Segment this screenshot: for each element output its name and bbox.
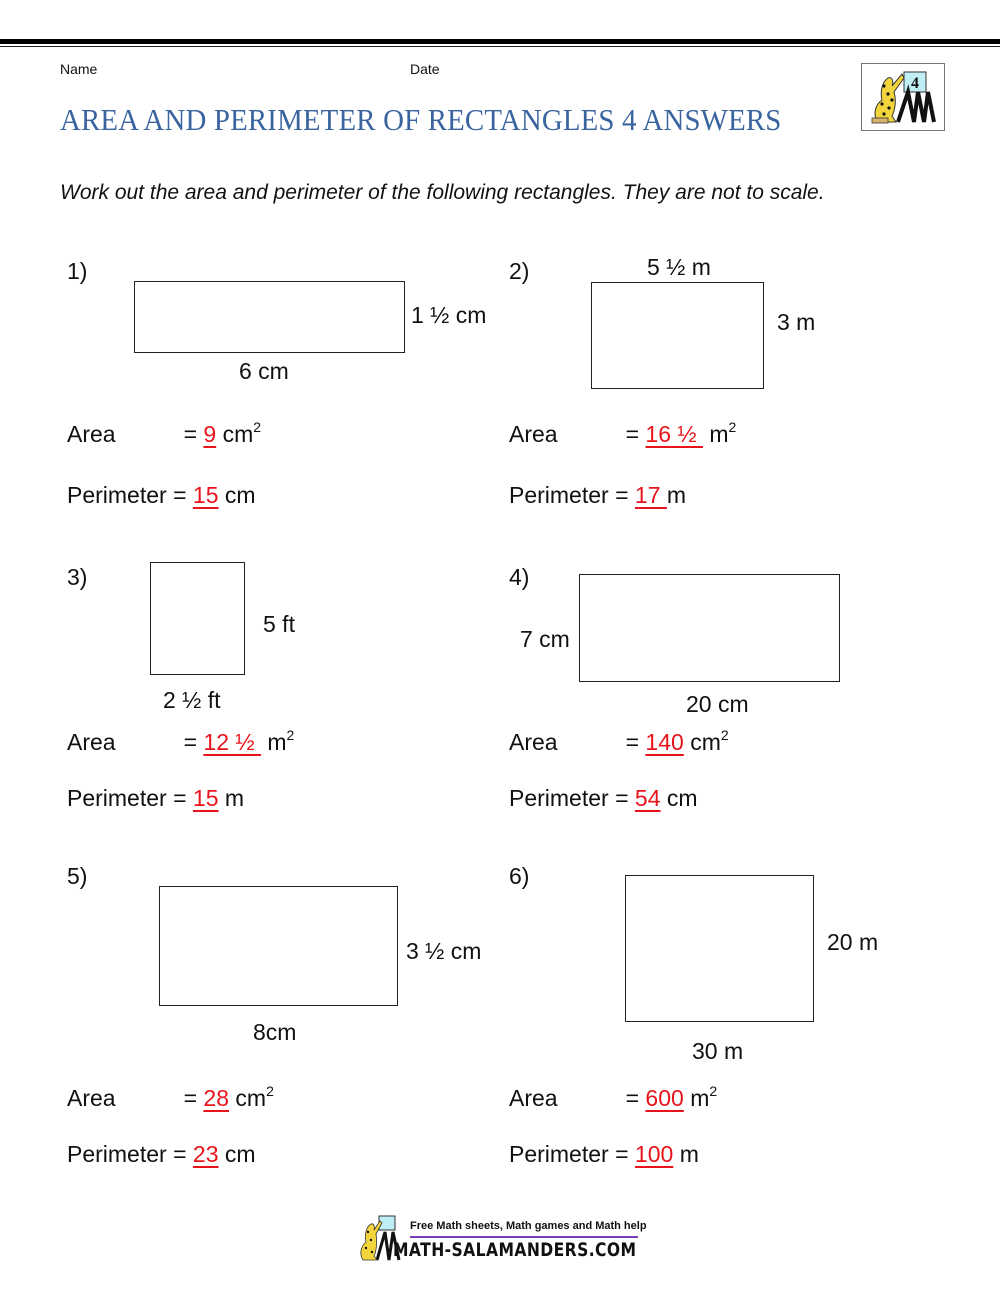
area-answer: 600: [645, 1085, 684, 1111]
width-label: 6 cm: [239, 358, 289, 384]
width-label: 8cm: [253, 1019, 297, 1045]
equals-sign: =: [173, 482, 187, 508]
area-unit: cm: [222, 421, 254, 447]
perimeter-row: [67, 482, 256, 509]
area-answer: 9: [203, 421, 217, 447]
area-answer: 16 ½: [645, 421, 703, 447]
area-row: [509, 421, 736, 448]
problem-number: 2): [509, 258, 530, 284]
perimeter-unit: cm: [224, 1141, 256, 1167]
equals-sign: =: [615, 785, 629, 811]
area-unit: m: [709, 421, 729, 447]
squared-superscript: 2: [286, 727, 295, 743]
rectangle-shape: [579, 574, 840, 682]
equals-sign: =: [173, 1141, 187, 1167]
width-label: 5 ½ m: [647, 254, 711, 280]
problem-number: 4): [509, 564, 530, 590]
rectangle-shape: [134, 281, 405, 353]
perimeter-label: Perimeter: [67, 1141, 167, 1167]
equals-sign: =: [173, 785, 187, 811]
perimeter-answer: 54: [634, 785, 661, 811]
rectangle-shape: [150, 562, 245, 675]
area-row: [509, 1085, 717, 1112]
area-unit: cm: [235, 1085, 267, 1111]
equals-sign: =: [183, 1085, 198, 1111]
area-row: [509, 729, 729, 756]
height-label: 5 ft: [263, 611, 295, 637]
date-label: Date: [410, 61, 440, 77]
perimeter-unit: cm: [224, 482, 256, 508]
problem-number: 5): [67, 863, 88, 889]
height-label: 20 m: [827, 929, 879, 955]
problem-number: 6): [509, 863, 530, 889]
width-label: 2 ½ ft: [163, 687, 221, 713]
name-label: Name: [60, 61, 98, 77]
page-title: AREA AND PERIMETER OF RECTANGLES 4 ANSWERS: [60, 102, 782, 137]
perimeter-row: [509, 482, 686, 509]
perimeter-answer: 17: [634, 482, 667, 508]
area-unit: m: [690, 1085, 710, 1111]
squared-superscript: 2: [720, 727, 729, 743]
perimeter-label: Perimeter: [509, 482, 609, 508]
height-label: 3 m: [777, 309, 816, 335]
equals-sign: =: [615, 482, 629, 508]
instructions: Work out the area and perimeter of the following rectangles. They are not to scale.: [60, 181, 825, 204]
area-label: Area: [509, 729, 558, 755]
footer-site-link[interactable]: MATH-SALAMANDERS.COM: [393, 1239, 637, 1261]
rectangle-shape: [591, 282, 764, 389]
area-unit: cm: [690, 729, 721, 755]
perimeter-label: Perimeter: [509, 785, 609, 811]
perimeter-label: Perimeter: [67, 482, 167, 508]
area-answer: 12 ½: [203, 729, 261, 755]
area-label: Area: [67, 1085, 116, 1111]
equals-sign: =: [625, 1085, 640, 1111]
problem-number: 1): [67, 258, 88, 284]
perimeter-answer: 100: [634, 1141, 674, 1167]
area-row: [67, 729, 294, 756]
perimeter-answer: 15: [192, 482, 219, 508]
perimeter-answer: 15: [192, 785, 219, 811]
area-row: [67, 421, 261, 448]
squared-superscript: 2: [709, 1083, 718, 1099]
rectangle-shape: [159, 886, 398, 1006]
squared-superscript: 2: [266, 1083, 274, 1099]
area-answer: 140: [645, 729, 684, 755]
width-label: 20 cm: [686, 691, 749, 717]
perimeter-label: Perimeter: [67, 785, 167, 811]
height-label: 7 cm: [520, 626, 570, 652]
footer-logo[interactable]: [355, 1212, 645, 1264]
area-row: [67, 1085, 274, 1112]
perimeter-row: [67, 1141, 256, 1168]
equals-sign: =: [183, 729, 198, 755]
area-label: Area: [509, 1085, 558, 1111]
perimeter-unit: cm: [666, 785, 698, 811]
perimeter-answer: 23: [192, 1141, 219, 1167]
equals-sign: =: [625, 421, 640, 447]
perimeter-row: [67, 785, 244, 812]
perimeter-unit: m: [224, 785, 245, 811]
perimeter-unit: m: [666, 482, 687, 508]
width-label: 30 m: [692, 1038, 744, 1064]
svg-text:4: 4: [911, 75, 919, 92]
top-border-thin: [0, 46, 1000, 47]
squared-superscript: 2: [253, 419, 262, 435]
height-label: 3 ½ cm: [406, 938, 482, 964]
problem-number: 3): [67, 564, 88, 590]
squared-superscript: 2: [728, 419, 737, 435]
equals-sign: =: [615, 1141, 629, 1167]
rectangle-shape: [625, 875, 814, 1022]
perimeter-unit: m: [679, 1141, 699, 1167]
area-label: Area: [67, 729, 116, 755]
perimeter-label: Perimeter: [509, 1141, 609, 1167]
area-label: Area: [67, 421, 116, 447]
perimeter-row: [509, 785, 698, 812]
equals-sign: =: [183, 421, 198, 447]
area-unit: m: [267, 729, 287, 755]
salamander-easel-logo-icon: [861, 63, 945, 131]
equals-sign: =: [625, 729, 640, 755]
top-border-thick: [0, 39, 1000, 44]
height-label: 1 ½ cm: [411, 302, 487, 328]
perimeter-row: [509, 1141, 699, 1168]
footer-tagline: Free Math sheets, Math games and Math help: [410, 1220, 647, 1232]
area-label: Area: [509, 421, 558, 447]
footer-divider: [410, 1236, 638, 1238]
area-answer: 28: [203, 1085, 230, 1111]
